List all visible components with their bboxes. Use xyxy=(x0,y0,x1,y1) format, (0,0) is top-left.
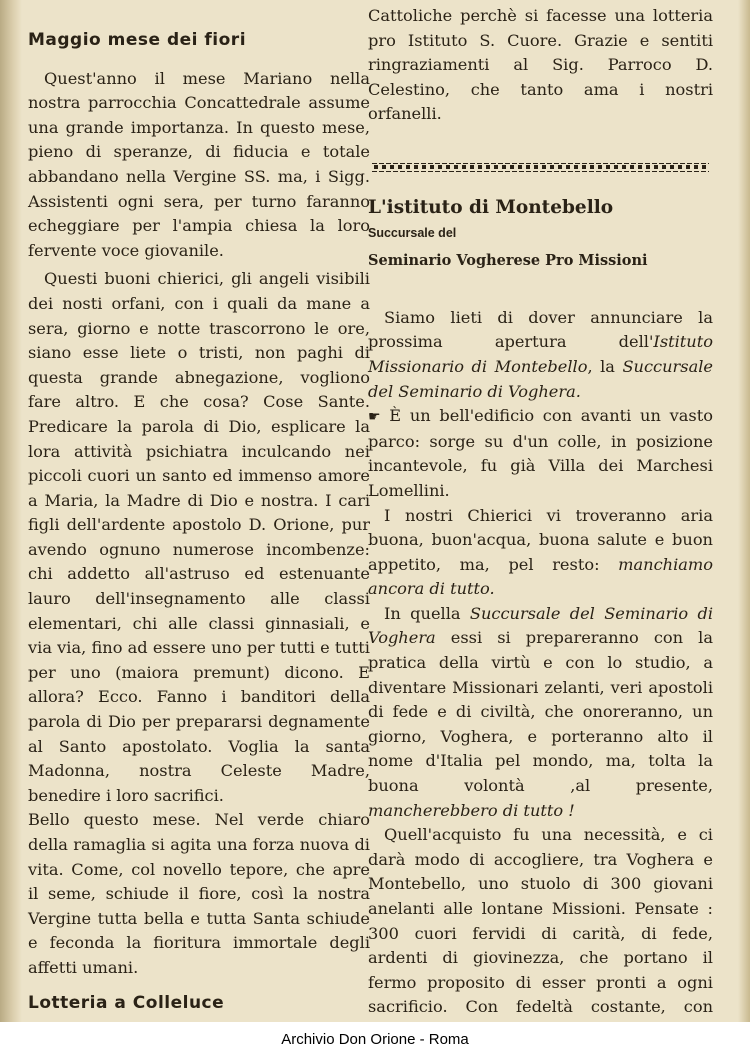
heading-montebello: L'istituto di Montebello xyxy=(368,196,614,218)
paragraph-maggio-1: Quest'anno il mese Mariano nella nostra parrocchia Concattedrale assume una grande importanza. In questo mese, pieno di speranze, di fiducia e totale abbandano nella Vergine SS. ma, i Sigg. Assistenti ogni sera, per turno faranno echeggiare per l'ampia chiesa la loro fervente voce giovanile. xyxy=(28,68,370,260)
paragraph-montebello-3: I nostri Chierici vi troveranno aria buona, buon'acqua, buona salute e buon appetito, ma, pel resto: manchiamo ancora di tutto. xyxy=(368,505,713,599)
pointing-hand-icon: ☛ xyxy=(368,409,381,426)
heading-lotteria: Lotteria a Colleluce xyxy=(28,992,225,1013)
paragraph-lotteria-cont: Cattoliche perchè si facesse una lotteria pro Istituto S. Cuore. Grazie e sentiti ringraziamenti al Sig. Parroco D. Celestino, che tanto ama i nostri orfanelli. xyxy=(368,6,713,124)
paragraph-maggio-2: Questi buoni chierici, gli angeli visibili dei nosti orfani, con i quali da mane a sera, giorno e notte trascorrono le ore, siano esse liete o tristi, non paghi di questa grande abnegazione, vogliono fare altro. E che cosa? Cose Sante. Predicare la parola di Dio, esplicare la lora attività psichiatra inculcando nei piccoli cuori un santo ed immenso amore a Maria, la Madre di Dio e nostra. I cari figli dell'ardente apostolo D. Orione, pur avendo ognuno numerose incombenze: chi addetto all'astruso ed estenuante lauro dell'insegnamento alle classi elementari, chi alle classi ginnasiali, e via via, fino ad essere uno per tutti e tutti per uno (maiora premunt) dicono. E allora? Ecco. Fanno i banditori della parola di Dio per prepararsi degnamente al Santo apostolato. Voglia la santa Madonna, nostra Celeste Madre, benedire i loro sacrifici. xyxy=(28,269,370,805)
paragraph-montebello-5: Quell'acquisto fu una necessità, e ci darà modo di accogliere, tra Voghera e Montebello, uno stuolo di 300 giovani anelanti alle lontane Missioni. Pensate : 300 cuori fervidi di carità, di fede, ardenti di giovinezza, che portano il fermo proposito di esser pronti a ogni sacrificio. Con fedeltà costante, con xyxy=(368,825,713,1017)
subheading-succursale: Succursale del xyxy=(368,225,457,240)
paragraph-montebello-2: ☛ È un bell'edificio con avanti un vasto parco: sorge su d'un colle, in posizione incantevole, fu già Villa dei Marchesi Lomellini. xyxy=(368,406,713,500)
paragraph-montebello-1: Siamo lieti di dover annunciare la prossima apertura dell'Istituto Missionario di Montebello, la Succursale del Seminario di Voghera. xyxy=(368,307,713,401)
page-right-edge xyxy=(738,0,750,1022)
paragraph-maggio-3: Bello questo mese. Nel verde chiaro della ramaglia si agita una forza nuova di vita. Come, col novello tepore, che apre il seme, schiude il fiore, così la nostra Vergine tutta bella e tutta Santa schiude e feconda la fioritura immortale degli affetti umani. xyxy=(28,810,370,977)
heading-maggio: Maggio mese dei fiori xyxy=(28,30,247,50)
right-column xyxy=(368,0,713,1022)
subheading-seminario: Seminario Vogherese Pro Missioni xyxy=(368,252,648,270)
archive-footer: Archivio Don Orione - Roma xyxy=(0,1022,750,1058)
decorative-divider xyxy=(372,163,709,172)
left-column xyxy=(28,0,370,1022)
paragraph-montebello-4: In quella Succursale del Seminario di Voghera essi si prepareranno con la pratica della virtù e con lo studio, a diventare Missionari zelanti, veri apostoli di fede e di civiltà, che onoreranno, un giorno, Voghera, e porteranno alto il nome d'Italia pel mondo, ma, tolta la buona volontà ,al presente, mancherebbero di tutto ! xyxy=(368,603,714,820)
page-left-edge xyxy=(0,0,22,1022)
